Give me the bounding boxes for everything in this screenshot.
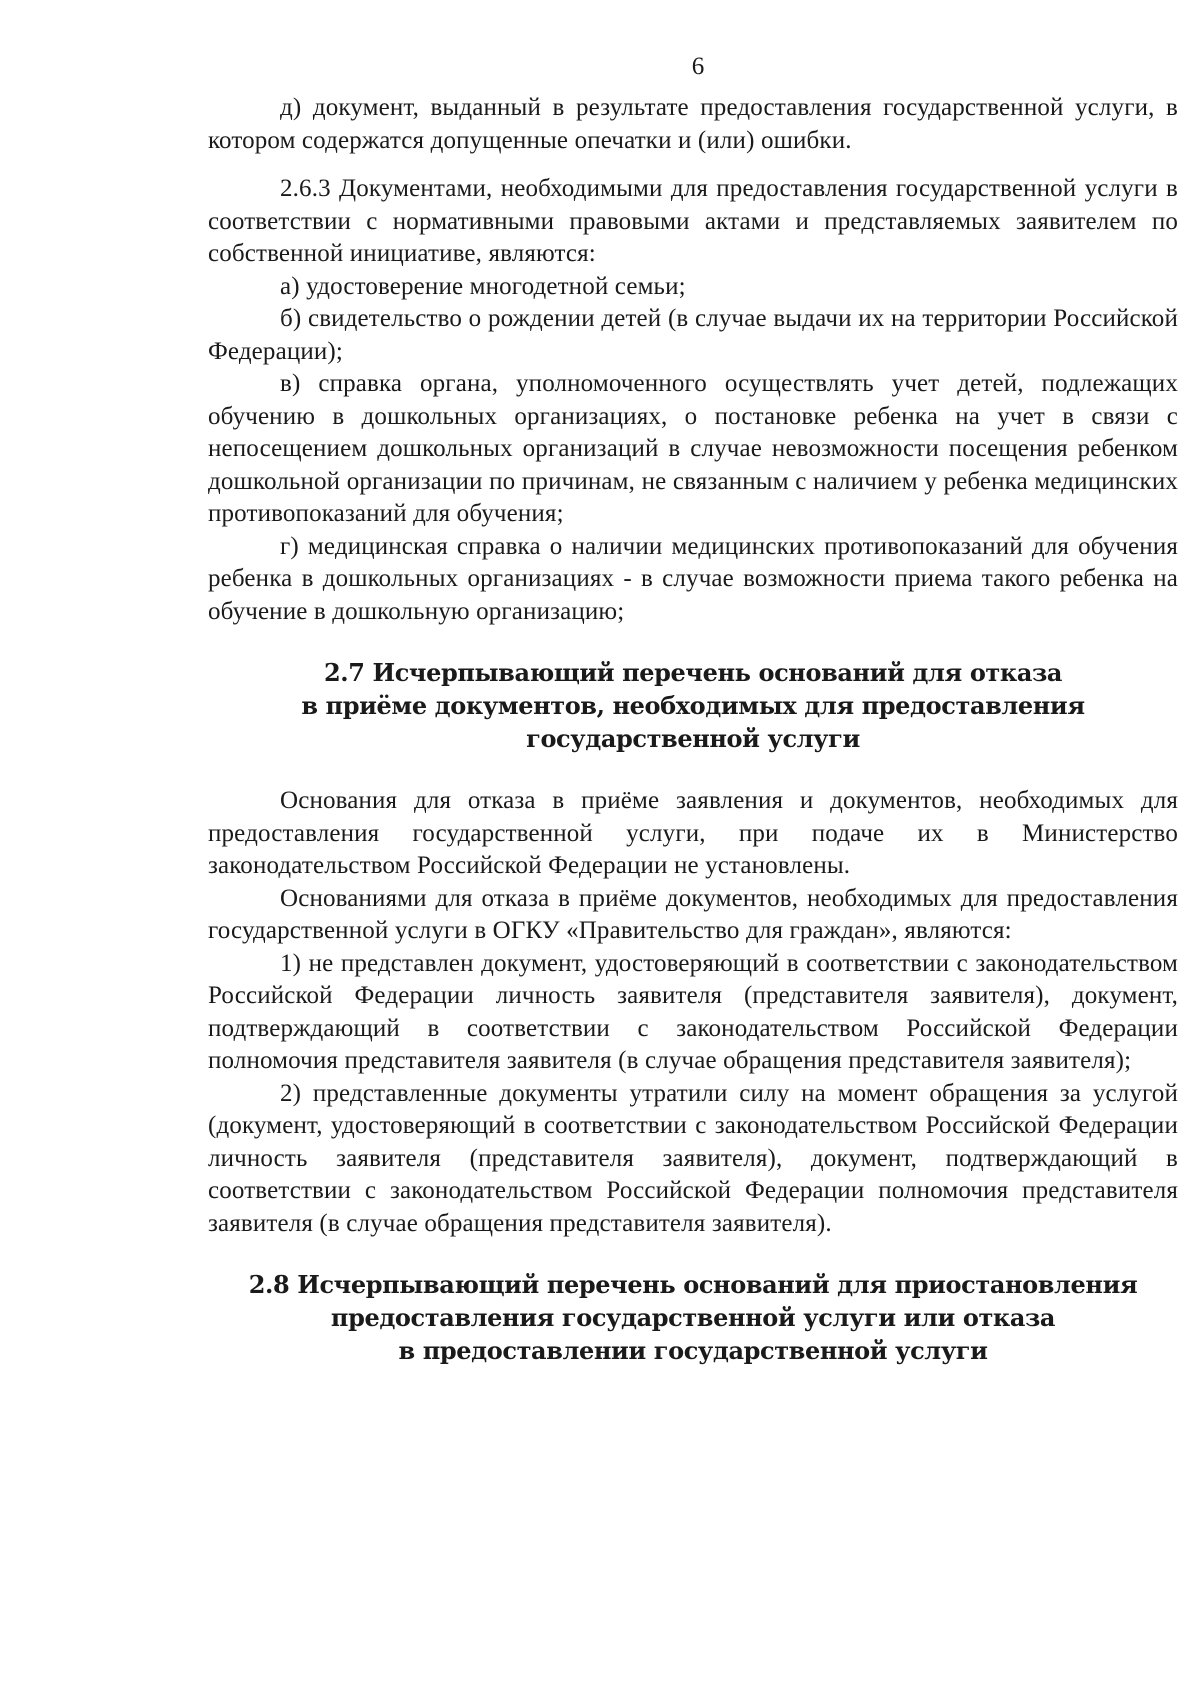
heading-line: 2.7 Исчерпывающий перечень оснований для отказа — [323, 658, 1063, 687]
paragraph-item-a: а) удостоверение многодетной семьи; — [280, 272, 686, 300]
paragraph-item-g: г) медицинская справка о наличии медицинских противопоказаний для обучения ребенка в дошкольных организациях - в случае возможности приема такого ребенка на обучение в дошкольную организацию; — [208, 532, 1178, 625]
section-heading-2-8 — [208, 1268, 1178, 1367]
document-page — [208, 52, 1178, 1367]
heading-line: 2.8 Исчерпывающий перечень оснований для приостановления — [248, 1270, 1138, 1299]
paragraph-item-v: в) справка органа, уполномоченного осуществлять учет детей, подлежащих обучению в дошкольных организациях, о постановке ребенка на учет в связи с непосещением дошкольных организаций в случае невозможности посещения ребенком дошкольной организации по причинам, не связанным с наличием у ребенка медицинских противопоказаний для обучения; — [208, 370, 1178, 527]
paragraph-item-1: 1) не представлен документ, удостоверяющий в соответствии с законодательством Российской Федерации личность заявителя (представителя заявителя), документ, подтверждающий в соответствии с законодательством Российской Федерации полномочия представителя заявителя (в случае обращения представителя заявителя); — [208, 949, 1178, 1074]
page-number: 6 — [691, 53, 705, 80]
paragraph-item-b: б) свидетельство о рождении детей (в случае выдачи их на территории Российской Федерации); — [208, 305, 1178, 365]
paragraph-2-6-3: 2.6.3 Документами, необходимыми для предоставления государственной услуги в соответствии с нормативными правовыми актами и представляемых заявителем по собственной инициативе, являются: — [208, 175, 1178, 267]
paragraph-osnovaniya-2: Основаниями для отказа в приёме документов, необходимых для предоставления государственной услуги в ОГКУ «Правительство для граждан», являются: — [208, 884, 1178, 944]
section-heading-2-7 — [208, 656, 1178, 755]
paragraph-osnovaniya-1: Основания для отказа в приёме заявления и документов, необходимых для предоставления государственной услуги, при подаче их в Министерство законодательством Российской Федерации не установлены. — [208, 787, 1178, 879]
heading-line: в приёме документов, необходимых для предоставления — [301, 691, 1085, 720]
heading-line: предоставления государственной услуги или отказа — [330, 1303, 1056, 1332]
paragraph-item-2: 2) представленные документы утратили силу на момент обращения за услугой (документ, удостоверяющий в соответствии с законодательством Российской Федерации личность заявителя (представителя заявителя), документ, подтверждающий в соответствии с законодательством Российской Федерации полномочия представителя заявителя (в случае обращения представителя заявителя). — [208, 1079, 1178, 1237]
heading-line: государственной услуги — [526, 724, 860, 753]
paragraph-item-d: д) документ, выданный в результате предоставления государственной услуги, в котором содержатся допущенные опечатки и (или) ошибки. — [208, 94, 1178, 154]
heading-line: в предоставлении государственной услуги — [398, 1336, 988, 1365]
